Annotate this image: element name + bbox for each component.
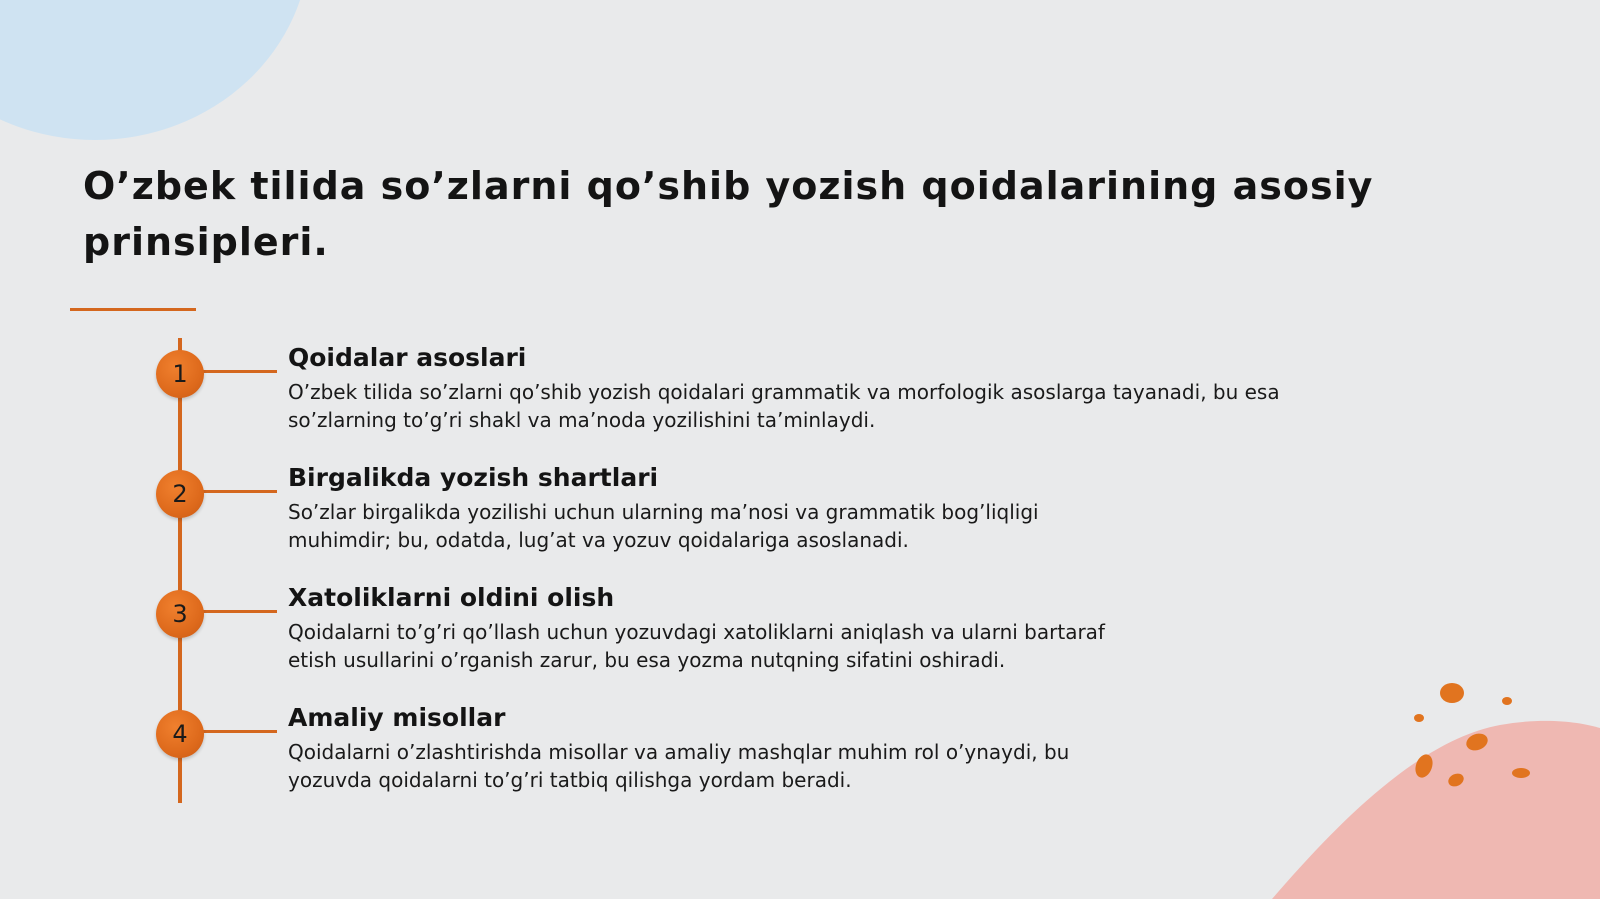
step-number-badge: 3 — [156, 590, 204, 638]
step-description: O’zbek tilida so’zlarni qo’shib yozish qoidalari grammatik va morfologik asoslarga tayanadi, bu esa so’zlarning to’g’ri shakl va ma’noda yozilishini ta’minlaydi. — [288, 380, 1280, 432]
step-heading: Xatoliklarni oldini olish — [288, 583, 615, 612]
step-description: Qoidalarni o’zlashtirishda misollar va amaliy mashqlar muhim rol o’ynaydi, bu yozuvda qoidalarni to’g’ri tatbiq qilishga yordam beradi. — [288, 740, 1070, 792]
step-heading: Birgalikda yozish shartlari — [288, 463, 659, 492]
step-connector — [200, 730, 277, 733]
title-underline — [70, 308, 196, 311]
step-description: So’zlar birgalikda yozilishi uchun ularning ma’nosi va grammatik bog’liqligi muhimdir; bu, odatda, lug’at va yozuv qoidalariga asoslanadi. — [288, 500, 1039, 552]
step-number-badge: 2 — [156, 470, 204, 518]
step-heading: Qoidalar asoslari — [288, 343, 527, 372]
step-number-badge: 4 — [156, 710, 204, 758]
slide-title: O’zbek tilida so’zlarni qo’shib yozish qoidalarining asosiy prinsipleri. — [83, 164, 1374, 264]
step-heading: Amaliy misollar — [288, 703, 506, 732]
step-number-badge: 1 — [156, 350, 204, 398]
step-connector — [200, 370, 277, 373]
step-description: Qoidalarni to’g’ri qo’llash uchun yozuvdagi xatoliklarni aniqlash va ularni bartaraf etish usullarini o’rganish zarur, bu esa yozma nutqning sifatini oshiradi. — [288, 620, 1105, 672]
step-connector — [200, 610, 277, 613]
step-connector — [200, 490, 277, 493]
